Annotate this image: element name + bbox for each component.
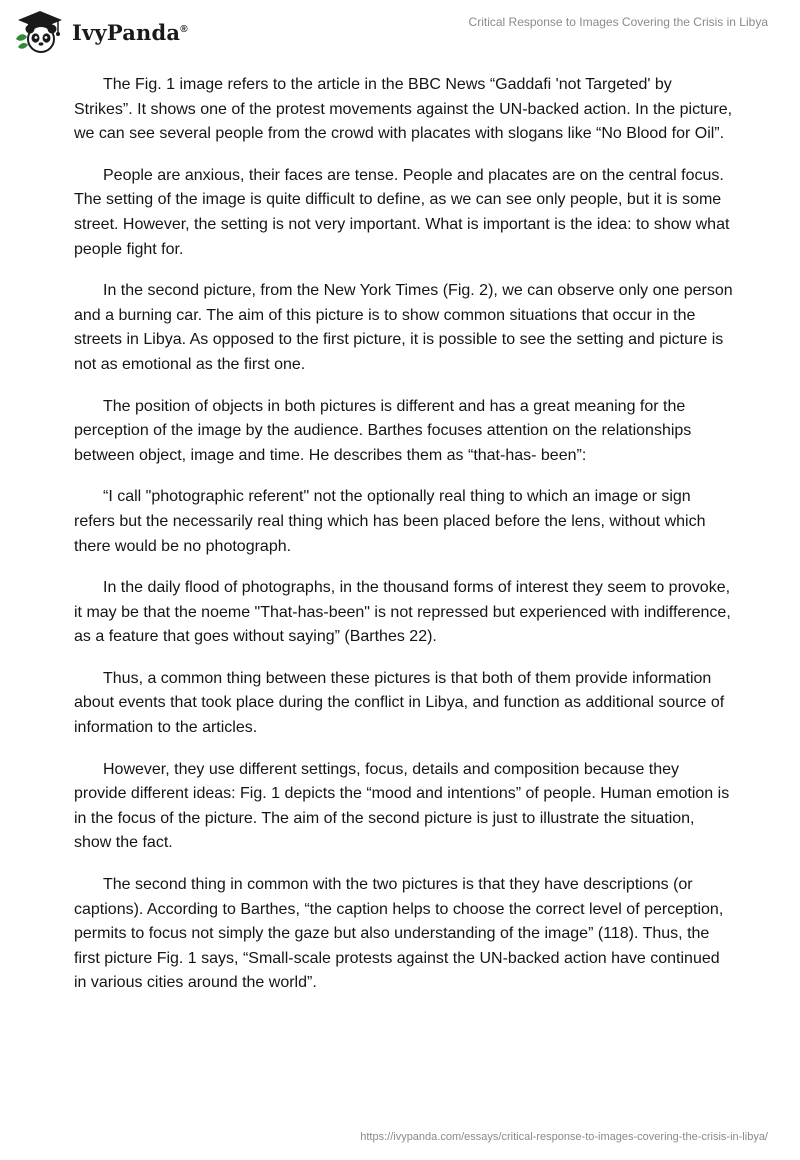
document-title: Critical Response to Images Covering the Crisis in Libya: [468, 15, 768, 29]
page-header: [0, 0, 800, 70]
panda-graduation-cap-icon: [14, 9, 66, 55]
paragraph: However, they use different settings, focus, details and composition because they provide different ideas: Fig. 1 depicts the “mood and intentions” of people. Human emotion is in the focus of the picture. The aim of the second picture is just to illustrate the situation, show the fact.: [74, 760, 730, 852]
paragraph: People are anxious, their faces are tense. People and placates are on the central focus. The setting of the image is quite difficult to define, as we can see only people, but it is some street. However, the setting is not very important. What is important is the idea: to show what people fight for.: [74, 166, 730, 258]
paragraph: The Fig. 1 image refers to the article in the BBC News “Gaddafi 'not Targeted' by Strikes”. It shows one of the protest movements against the UN-backed action. In the picture, we can see several people from the crowd with placates with slogans like “No Blood for Oil”.: [74, 76, 733, 143]
brand-name-text: IvyPanda: [72, 19, 181, 45]
block-quote-paragraph: “I call "photographic referent" not the optionally real thing to which an image or sign refers but the necessarily real thing which has been placed before the lens, without which there would be no photograph.: [74, 488, 706, 555]
paragraph: In the second picture, from the New York Times (Fig. 2), we can observe only one person and a burning car. The aim of this picture is to show common situations that occur in the streets in Libya. As opposed to the first picture, it is possible to see the setting and picture is not as emotional as the first one.: [74, 282, 733, 373]
paragraph: Thus, a common thing between these pictures is that both of them provide information about events that took place during the conflict in Libya, and function as additional source of information to the articles.: [74, 669, 725, 737]
brand-logo[interactable]: [14, 8, 188, 56]
paragraph: The position of objects in both pictures is different and has a great meaning for the perception of the image by the audience. Barthes focuses attention on the relationships between object, image and time. He describes them as “that-has- been”:: [74, 397, 692, 464]
registered-mark: ®: [180, 23, 188, 35]
essay-body: [74, 73, 734, 1013]
block-quote-paragraph: In the daily flood of photographs, in the thousand forms of interest they seem to provoke, it may be that the noeme "That-has-been" is not repressed but experienced with indifference, as a feature that goes without saying” (Barthes 22).: [74, 579, 731, 646]
paragraph: The second thing in common with the two pictures is that they have descriptions (or captions). According to Barthes, “the caption helps to choose the correct level of perception, permits to focus not simply the gaze but also understanding of the image” (118). Thus, the first picture Fig. 1 says, “Small-scale protests against the UN-backed action have continued in various cities around the world”.: [74, 876, 724, 992]
brand-name: [72, 20, 188, 45]
source-url[interactable]: https://ivypanda.com/essays/critical-response-to-images-covering-the-crisis-in-libya/: [360, 1131, 768, 1143]
